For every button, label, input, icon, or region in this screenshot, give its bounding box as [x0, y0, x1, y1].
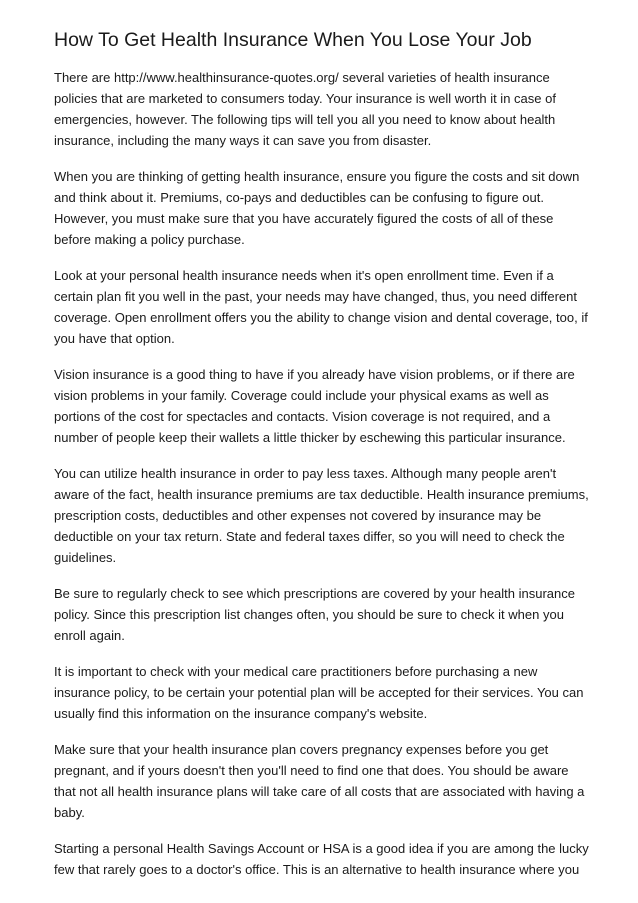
paragraph-line: However, you must make sure that you have accurately figured the costs of all of these: [54, 211, 554, 226]
paragraph-line: that not all health insurance plans will take care of all costs that are associated with having a: [54, 784, 585, 799]
paragraph-line: enroll again.: [54, 628, 125, 643]
paragraph: [54, 661, 600, 724]
paragraph: [54, 583, 600, 646]
paragraph-line: baby.: [54, 805, 85, 820]
document-body: [54, 67, 600, 880]
paragraph-line: coverage. Open enrollment offers you the ability to change vision and dental coverage, too, if: [54, 310, 588, 325]
paragraph-line: You can utilize health insurance in order to pay less taxes. Although many people aren't: [54, 466, 557, 481]
document-page: [54, 26, 600, 895]
paragraph-line: you have that option.: [54, 331, 175, 346]
paragraph-line: aware of the fact, health insurance premiums are tax deductible. Health insurance premiums,: [54, 487, 589, 502]
document-title: How To Get Health Insurance When You Lose Your Job: [54, 29, 532, 51]
paragraph-line: policies that are marketed to consumers today. Your insurance is well worth it in case of: [54, 91, 556, 106]
paragraph-line: few that rarely goes to a doctor's office. This is an alternative to health insurance where you: [54, 862, 580, 877]
paragraph-line: and think about it. Premiums, co-pays and deductibles can be confusing to figure out.: [54, 190, 544, 205]
paragraph-line: Look at your personal health insurance needs when it's open enrollment time. Even if a: [54, 268, 554, 283]
paragraph-line: usually find this information on the insurance company's website.: [54, 706, 428, 721]
paragraph-line: certain plan fit you well in the past, your needs may have changed, thus, you need different: [54, 289, 577, 304]
paragraph-line: Vision insurance is a good thing to have if you already have vision problems, or if there are: [54, 367, 575, 382]
paragraph: [54, 166, 600, 250]
paragraph-line: guidelines.: [54, 550, 117, 565]
paragraph-line: There are http://www.healthinsurance-quotes.org/ several varieties of health insurance: [54, 70, 550, 85]
paragraph: [54, 265, 600, 349]
paragraph: [54, 739, 600, 823]
paragraph-line: Starting a personal Health Savings Account or HSA is a good idea if you are among the lucky: [54, 841, 589, 856]
paragraph: [54, 67, 600, 151]
paragraph-line: number of people keep their wallets a little thicker by eschewing this particular insurance.: [54, 430, 566, 445]
paragraph-line: It is important to check with your medical care practitioners before purchasing a new: [54, 664, 538, 679]
paragraph-line: before making a policy purchase.: [54, 232, 245, 247]
paragraph-line: Be sure to regularly check to see which prescriptions are covered by your health insurance: [54, 586, 575, 601]
paragraph-line: pregnant, and if yours doesn't then you'll need to find one that does. You should be aware: [54, 763, 569, 778]
paragraph-line: prescription costs, deductibles and other expenses not covered by insurance may be: [54, 508, 542, 523]
paragraph-line: vision problems in your family. Coverage could include your physical exams as well as: [54, 388, 549, 403]
paragraph-line: emergencies, however. The following tips will tell you all you need to know about health: [54, 112, 556, 127]
paragraph-line: deductible on your tax return. State and federal taxes differ, so you will need to check the: [54, 529, 565, 544]
paragraph: [54, 463, 600, 568]
paragraph-line: When you are thinking of getting health insurance, ensure you figure the costs and sit down: [54, 169, 580, 184]
paragraph: [54, 364, 600, 448]
paragraph: [54, 838, 600, 880]
paragraph-line: insurance, including the many ways it can save you from disaster.: [54, 133, 432, 148]
paragraph-line: policy. Since this prescription list changes often, you should be sure to check it when you: [54, 607, 564, 622]
paragraph-line: portions of the cost for spectacles and contacts. Vision coverage is not required, and a: [54, 409, 551, 424]
paragraph-line: Make sure that your health insurance plan covers pregnancy expenses before you get: [54, 742, 549, 757]
paragraph-line: insurance policy, to be certain your potential plan will be accepted for their services. You can: [54, 685, 584, 700]
